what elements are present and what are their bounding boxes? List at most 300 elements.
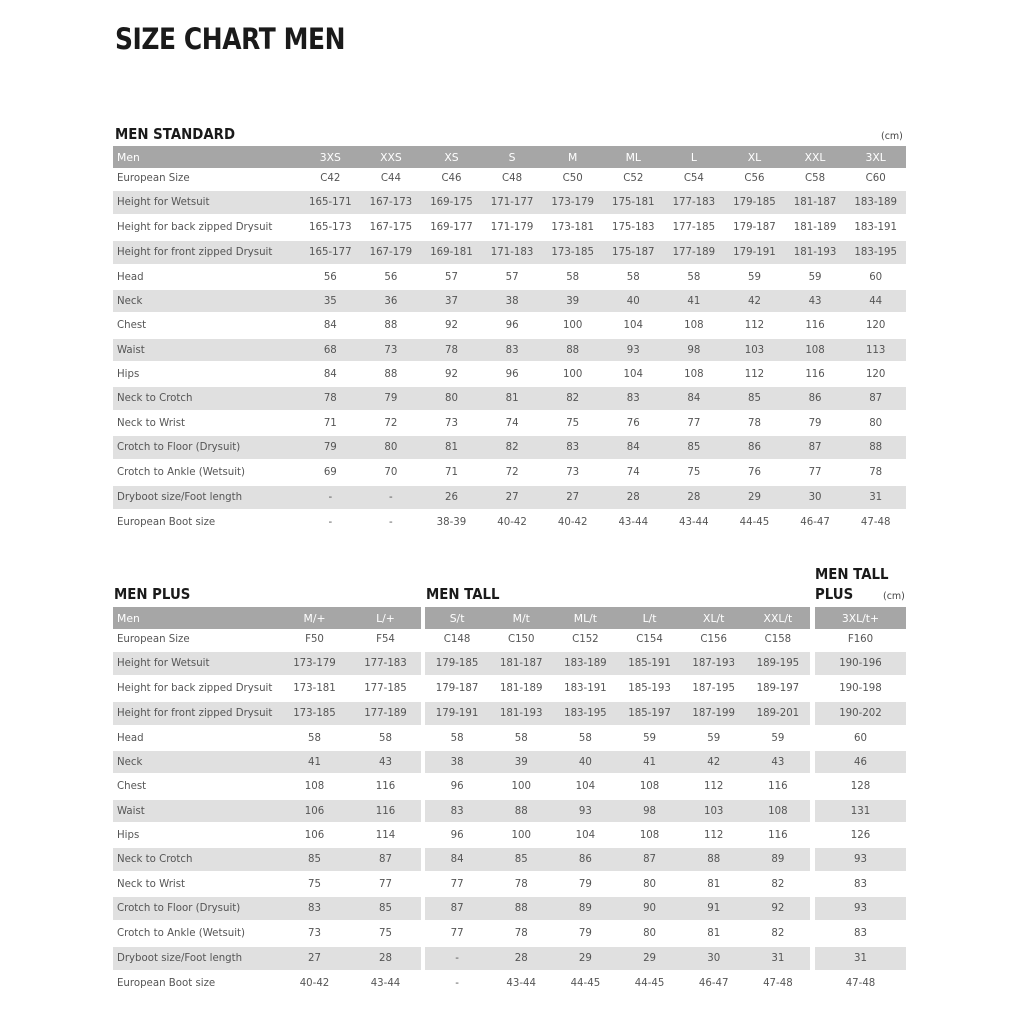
table-cell: 73 <box>279 921 350 946</box>
table-cell: 190-198 <box>815 676 906 701</box>
table-cell: 175-181 <box>603 190 664 215</box>
row-label: Chest <box>113 313 300 338</box>
tall-plus-section-title-line1: MEN TALL <box>815 565 889 583</box>
table-cell: 128 <box>815 774 906 799</box>
table-cell: 82 <box>746 921 810 946</box>
table-row <box>815 750 906 774</box>
table-cell: 88 <box>682 847 746 872</box>
row-label: Neck to Crotch <box>113 386 300 411</box>
table-cell: 116 <box>785 362 846 386</box>
table-cell: 177-189 <box>664 240 725 265</box>
table-cell: 89 <box>746 847 810 872</box>
table-cell: 181-193 <box>785 240 846 265</box>
table-cell: 77 <box>425 921 489 946</box>
table-cell: 85 <box>664 435 725 460</box>
row-label: Neck to Wrist <box>113 411 300 435</box>
table-row <box>113 946 421 971</box>
table-row <box>815 971 906 995</box>
table-cell: C60 <box>865 173 886 184</box>
table-row <box>425 774 810 799</box>
column-header: L/+ <box>376 611 395 625</box>
table-cell: 81 <box>421 435 482 460</box>
table-cell: 81 <box>682 872 746 896</box>
table-cell: 96 <box>482 362 543 386</box>
table-cell: 167-173 <box>361 190 422 215</box>
column-header: L <box>690 150 697 164</box>
table-cell: 86 <box>785 386 846 411</box>
table-cell: 47-48 <box>746 971 810 995</box>
table-cell: 79 <box>553 872 617 896</box>
table-row <box>113 362 906 386</box>
table-row <box>815 726 906 750</box>
table-cell: 108 <box>617 774 681 799</box>
table-cell: C44 <box>380 173 401 184</box>
table-cell: 76 <box>603 411 664 435</box>
table-cell: 171-183 <box>482 240 543 265</box>
table-cell: 183-191 <box>845 215 906 240</box>
table-cell: 29 <box>617 946 681 971</box>
table-cell: 112 <box>724 313 785 338</box>
table-header-row <box>113 607 421 629</box>
table-cell: 185-191 <box>617 651 681 676</box>
table-cell: 78 <box>421 338 482 362</box>
table-cell: - <box>300 485 361 510</box>
table-cell: 189-195 <box>746 651 810 676</box>
table-cell: 75 <box>350 921 421 946</box>
table-cell: 73 <box>542 460 603 485</box>
table-cell: 171-179 <box>482 215 543 240</box>
table-cell: 108 <box>664 362 725 386</box>
table-row <box>425 629 810 651</box>
table-cell: 177-185 <box>350 676 421 701</box>
table-row <box>815 946 906 971</box>
row-label: European Boot size <box>113 971 279 995</box>
table-row <box>113 651 421 676</box>
column-header: Men <box>117 150 140 164</box>
table-cell: 60 <box>815 726 906 750</box>
column-header: 3XL <box>865 150 886 164</box>
column-header: ML <box>625 150 641 164</box>
table-cell: 83 <box>815 921 906 946</box>
table-row <box>425 823 810 847</box>
table-cell: 179-187 <box>724 215 785 240</box>
table-cell: 181-187 <box>489 651 553 676</box>
table-row <box>815 847 906 872</box>
row-label: Neck to Wrist <box>113 872 279 896</box>
table-cell: 81 <box>482 386 543 411</box>
table-cell: 57 <box>482 265 543 289</box>
table-cell: 31 <box>746 946 810 971</box>
table-cell: 106 <box>279 799 350 823</box>
table-cell: C152 <box>572 634 599 645</box>
table-cell: 58 <box>279 726 350 750</box>
table-cell: 167-175 <box>361 215 422 240</box>
table-cell: 80 <box>361 435 422 460</box>
column-header: S <box>508 150 516 164</box>
table-cell: 183-191 <box>553 676 617 701</box>
table-cell: 190-202 <box>815 701 906 726</box>
table-cell: 177-183 <box>664 190 725 215</box>
table-cell: F54 <box>376 634 395 645</box>
table-row <box>113 265 906 289</box>
table-cell: 73 <box>361 338 422 362</box>
table-row <box>425 750 810 774</box>
table-cell: 98 <box>664 338 725 362</box>
row-label: Crotch to Floor (Drysuit) <box>113 896 279 921</box>
table-cell: 84 <box>300 362 361 386</box>
table-cell: - <box>425 971 489 995</box>
table-cell: 68 <box>300 338 361 362</box>
table-cell: 173-179 <box>279 651 350 676</box>
table-cell: 187-195 <box>682 676 746 701</box>
table-cell: 84 <box>664 386 725 411</box>
table-cell: 58 <box>542 265 603 289</box>
table-cell: 108 <box>746 799 810 823</box>
table-cell: 26 <box>421 485 482 510</box>
table-cell: C148 <box>443 634 471 645</box>
table-cell: 89 <box>553 896 617 921</box>
table-row <box>113 460 906 485</box>
row-label: Hips <box>113 362 300 386</box>
table-cell: 187-193 <box>682 651 746 676</box>
table-cell: 96 <box>425 774 489 799</box>
table-cell: 40-42 <box>279 971 350 995</box>
table-cell: 43-44 <box>350 971 421 995</box>
table-row <box>113 510 906 534</box>
table-row <box>113 215 906 240</box>
table-cell: 108 <box>279 774 350 799</box>
table-row <box>815 774 906 799</box>
table-cell: 91 <box>682 896 746 921</box>
table-row <box>425 896 810 921</box>
table-cell: C150 <box>507 634 535 645</box>
table-cell: 104 <box>553 823 617 847</box>
table-cell: 27 <box>482 485 543 510</box>
table-cell: 79 <box>785 411 846 435</box>
row-label: European Size <box>117 634 190 645</box>
table-cell: 189-201 <box>746 701 810 726</box>
table-cell: 38-39 <box>421 510 482 534</box>
table-cell: 75 <box>664 460 725 485</box>
table-row <box>113 750 421 774</box>
row-label: European Size <box>117 173 190 184</box>
table-row <box>425 921 810 946</box>
table-cell: 58 <box>664 265 725 289</box>
table-cell: 113 <box>845 338 906 362</box>
page-title: SIZE CHART MEN <box>115 22 346 56</box>
row-label: Head <box>113 726 279 750</box>
plus-section-title: MEN PLUS <box>114 585 191 603</box>
table-cell: 80 <box>421 386 482 411</box>
table-cell: 104 <box>603 313 664 338</box>
table-cell: 47-48 <box>815 971 906 995</box>
table-cell: 190-196 <box>815 651 906 676</box>
row-label: Hips <box>113 823 279 847</box>
table-cell: 43 <box>746 750 810 774</box>
table-row <box>113 971 421 995</box>
table-cell: 126 <box>815 823 906 847</box>
table-cell: 60 <box>845 265 906 289</box>
table-cell: 116 <box>785 313 846 338</box>
table-cell: 83 <box>482 338 543 362</box>
table-cell: 58 <box>425 726 489 750</box>
table-row <box>113 411 906 435</box>
table-cell: 116 <box>350 799 421 823</box>
table-cell: 88 <box>542 338 603 362</box>
table-row <box>113 823 421 847</box>
table-cell: 80 <box>617 921 681 946</box>
table-row <box>113 386 906 411</box>
table-cell: 44 <box>845 289 906 313</box>
table-cell: 103 <box>724 338 785 362</box>
row-label: Height for back zipped Drysuit <box>113 215 300 240</box>
table-cell: 173-179 <box>542 190 603 215</box>
table-row <box>425 651 810 676</box>
row-label: Height for front zipped Drysuit <box>113 240 300 265</box>
table-cell: 75 <box>279 872 350 896</box>
table-row <box>425 726 810 750</box>
table-row <box>425 872 810 896</box>
table-cell: 85 <box>350 896 421 921</box>
table-row <box>113 338 906 362</box>
table-cell: C154 <box>636 634 663 645</box>
table-cell: 104 <box>603 362 664 386</box>
table-cell: 92 <box>746 896 810 921</box>
row-label: European Boot size <box>113 510 300 534</box>
table-cell: 76 <box>724 460 785 485</box>
table-row <box>113 726 421 750</box>
table-cell: 88 <box>361 362 422 386</box>
table-cell: 82 <box>482 435 543 460</box>
table-cell: 46 <box>815 750 906 774</box>
tall-size-table <box>425 607 810 995</box>
table-header-row <box>815 607 906 629</box>
table-cell: 87 <box>617 847 681 872</box>
table-cell: 87 <box>845 386 906 411</box>
table-cell: 85 <box>724 386 785 411</box>
table-cell: 43-44 <box>664 510 725 534</box>
table-header-row <box>425 607 810 629</box>
table-row <box>815 701 906 726</box>
table-cell: 80 <box>845 411 906 435</box>
table-cell: 69 <box>300 460 361 485</box>
tall-plus-size-table <box>815 607 906 995</box>
table-cell: 84 <box>603 435 664 460</box>
table-cell: 185-193 <box>617 676 681 701</box>
table-cell: 181-187 <box>785 190 846 215</box>
table-cell: 116 <box>746 774 810 799</box>
table-cell: 44-45 <box>553 971 617 995</box>
table-cell: C58 <box>805 173 826 184</box>
table-cell: C46 <box>441 173 462 184</box>
table-cell: 58 <box>603 265 664 289</box>
table-cell: 177-185 <box>664 215 725 240</box>
table-cell: 41 <box>279 750 350 774</box>
table-cell: 100 <box>489 823 553 847</box>
column-header: S/t <box>449 611 465 625</box>
table-cell: 88 <box>489 799 553 823</box>
table-cell: 189-197 <box>746 676 810 701</box>
table-cell: 86 <box>724 435 785 460</box>
table-cell: 88 <box>489 896 553 921</box>
table-cell: 108 <box>664 313 725 338</box>
table-cell: 58 <box>350 726 421 750</box>
table-cell: - <box>361 485 422 510</box>
plus-size-table <box>113 607 421 995</box>
column-header: M/t <box>512 611 530 625</box>
column-header: XXL/t <box>763 611 793 625</box>
table-cell: 40 <box>553 750 617 774</box>
table-cell: 78 <box>300 386 361 411</box>
table-cell: 183-189 <box>553 651 617 676</box>
table-cell: 175-187 <box>603 240 664 265</box>
table-cell: 181-193 <box>489 701 553 726</box>
table-cell: 120 <box>845 362 906 386</box>
table-cell: 78 <box>489 921 553 946</box>
table-row <box>113 313 906 338</box>
table-row <box>113 168 906 190</box>
table-cell: 78 <box>489 872 553 896</box>
table-cell: 187-199 <box>682 701 746 726</box>
standard-size-table <box>113 146 906 534</box>
table-cell: 70 <box>361 460 422 485</box>
table-cell: 43-44 <box>489 971 553 995</box>
row-label: Dryboot size/Foot length <box>113 946 279 971</box>
table-cell: 80 <box>617 872 681 896</box>
table-cell: 46-47 <box>785 510 846 534</box>
table-cell: 43-44 <box>603 510 664 534</box>
table-row <box>113 629 421 651</box>
table-cell: 165-177 <box>300 240 361 265</box>
row-label: Head <box>113 265 300 289</box>
table-cell: 44-45 <box>724 510 785 534</box>
table-cell: - <box>425 946 489 971</box>
table-cell: 131 <box>815 799 906 823</box>
table-cell: 179-185 <box>425 651 489 676</box>
table-row <box>113 190 906 215</box>
table-cell: 29 <box>553 946 617 971</box>
table-cell: 179-185 <box>724 190 785 215</box>
table-cell: 84 <box>300 313 361 338</box>
column-header: 3XS <box>319 150 341 164</box>
column-header: XL <box>747 150 762 164</box>
column-header: L/t <box>642 611 657 625</box>
table-cell: 27 <box>279 946 350 971</box>
table-cell: C54 <box>683 173 704 184</box>
table-cell: 42 <box>682 750 746 774</box>
table-cell: C52 <box>623 173 644 184</box>
table-cell: 79 <box>300 435 361 460</box>
table-row <box>113 921 421 946</box>
table-cell: 41 <box>617 750 681 774</box>
table-cell: 39 <box>542 289 603 313</box>
row-label: Height for Wetsuit <box>113 651 279 676</box>
table-cell: 31 <box>845 485 906 510</box>
table-cell: 112 <box>724 362 785 386</box>
table-cell: 73 <box>421 411 482 435</box>
standard-unit-label: (cm) <box>881 131 903 142</box>
table-cell: 83 <box>603 386 664 411</box>
table-cell: 82 <box>746 872 810 896</box>
table-cell: 173-185 <box>279 701 350 726</box>
table-cell: F50 <box>305 634 324 645</box>
column-header: M <box>568 150 578 164</box>
table-cell: 165-171 <box>300 190 361 215</box>
table-cell: 92 <box>421 362 482 386</box>
table-row <box>425 701 810 726</box>
table-row <box>113 289 906 313</box>
row-label: Crotch to Floor (Drysuit) <box>113 435 300 460</box>
table-cell: 28 <box>664 485 725 510</box>
row-label: Waist <box>113 338 300 362</box>
table-cell: 59 <box>746 726 810 750</box>
table-cell: 116 <box>746 823 810 847</box>
table-cell: 108 <box>617 823 681 847</box>
table-cell: 43 <box>785 289 846 313</box>
table-cell: 88 <box>845 435 906 460</box>
table-row <box>425 946 810 971</box>
row-label: Neck <box>113 750 279 774</box>
table-row <box>425 847 810 872</box>
table-cell: 59 <box>682 726 746 750</box>
column-header: XXS <box>380 150 402 164</box>
table-cell: 56 <box>361 265 422 289</box>
table-cell: 96 <box>482 313 543 338</box>
table-cell: 183-195 <box>845 240 906 265</box>
table-cell: 177-183 <box>350 651 421 676</box>
row-label: Height for front zipped Drysuit <box>113 701 279 726</box>
table-row <box>113 774 421 799</box>
table-cell: 175-183 <box>603 215 664 240</box>
table-row <box>113 896 421 921</box>
table-cell: C158 <box>764 634 792 645</box>
table-cell: 116 <box>350 774 421 799</box>
table-cell: 169-181 <box>421 240 482 265</box>
table-cell: 39 <box>489 750 553 774</box>
table-cell: C50 <box>562 173 583 184</box>
table-cell: 37 <box>421 289 482 313</box>
table-cell: - <box>361 510 422 534</box>
table-cell: - <box>300 510 361 534</box>
table-cell: 85 <box>489 847 553 872</box>
table-cell: 43 <box>350 750 421 774</box>
table-cell: 92 <box>421 313 482 338</box>
column-header: XS <box>444 150 459 164</box>
table-cell: 57 <box>421 265 482 289</box>
table-cell: 38 <box>425 750 489 774</box>
table-cell: 87 <box>350 847 421 872</box>
row-label: Crotch to Ankle (Wetsuit) <box>113 460 300 485</box>
table-cell: 103 <box>682 799 746 823</box>
table-cell: 84 <box>425 847 489 872</box>
table-cell: 42 <box>724 289 785 313</box>
table-cell: 93 <box>815 896 906 921</box>
table-cell: 87 <box>425 896 489 921</box>
table-cell: 72 <box>361 411 422 435</box>
table-row <box>113 676 421 701</box>
row-label: Chest <box>113 774 279 799</box>
table-cell: 108 <box>785 338 846 362</box>
table-cell: 30 <box>785 485 846 510</box>
table-cell: 78 <box>724 411 785 435</box>
tall-plus-section-title-line2: PLUS <box>815 585 854 603</box>
table-cell: 179-191 <box>724 240 785 265</box>
table-cell: 82 <box>542 386 603 411</box>
column-header: XXL <box>804 150 826 164</box>
table-cell: 112 <box>682 823 746 847</box>
table-cell: 100 <box>542 313 603 338</box>
table-row <box>815 823 906 847</box>
